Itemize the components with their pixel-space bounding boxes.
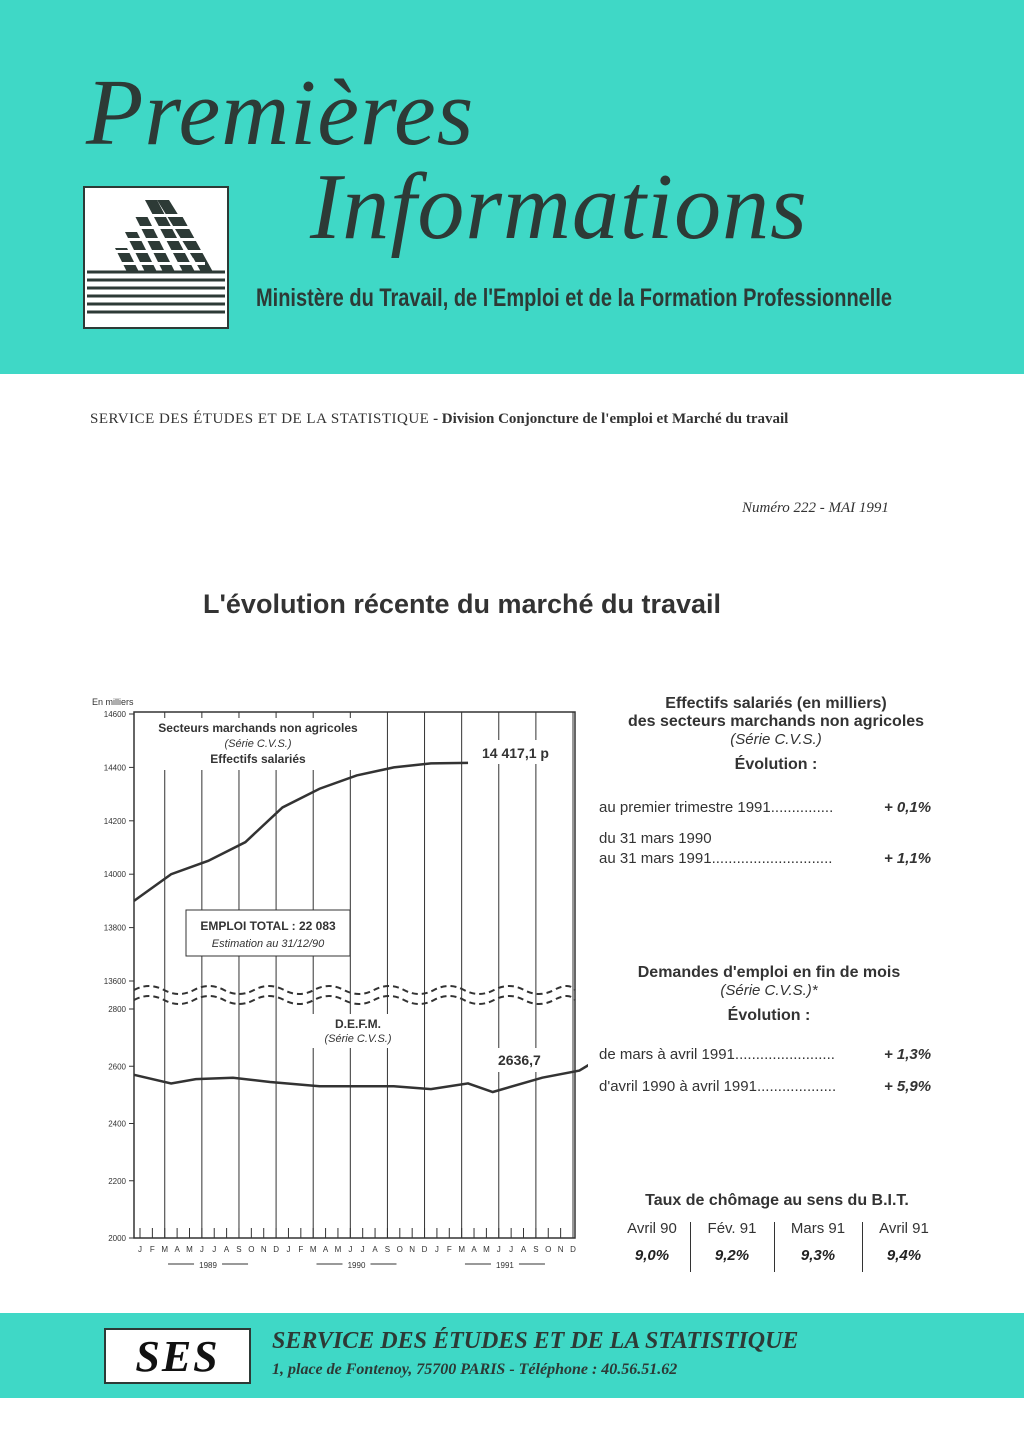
x-tick-label: M: [458, 1245, 465, 1254]
ses-logo: SES: [104, 1328, 251, 1384]
demand-heading: Demandes d'emploi en fin de mois: [637, 964, 901, 981]
x-tick-label: J: [496, 1245, 501, 1254]
y-tick-label: 14600: [103, 710, 126, 719]
x-tick-label: J: [286, 1245, 291, 1254]
demand-row2-label: d'avril 1990 à avril 1991...................: [599, 1078, 837, 1095]
x-tick-label: N: [557, 1245, 564, 1254]
x-tick-label: J: [509, 1245, 514, 1254]
x-tick-label: F: [446, 1245, 452, 1254]
title-line1: Premières: [86, 61, 475, 165]
y-tick-label: 13800: [103, 923, 126, 933]
x-tick-label: S: [236, 1245, 242, 1254]
x-tick-label: A: [223, 1245, 230, 1254]
x-tick-label: J: [199, 1245, 204, 1254]
rate-divider: [690, 1222, 691, 1272]
series2-name: D.E.F.M.: [334, 1017, 382, 1031]
rate-value: 9,0%: [634, 1247, 670, 1264]
x-tick-label: A: [322, 1245, 329, 1254]
rate-month: Avril 91: [879, 1220, 929, 1237]
employment-evolution-label: Évolution :: [734, 756, 818, 773]
chart-frame: [134, 712, 575, 1238]
chart-x-axis: [138, 1228, 576, 1270]
y-tick-label: 13600: [103, 977, 126, 986]
annotation-sub: Estimation au 31/12/90: [211, 938, 325, 950]
series1-name: Secteurs marchands non agricoles: [158, 721, 358, 735]
x-tick-label: M: [309, 1245, 317, 1254]
x-tick-label: J: [434, 1245, 439, 1254]
y-tick-label: 14000: [103, 870, 126, 880]
axis-break-lower: [134, 996, 575, 1004]
ministry-logo-graphic: [85, 188, 227, 327]
ministry-name: Ministère du Travail, de l'Emploi et de la Formation Professionnelle: [256, 284, 893, 312]
rate-divider: [862, 1222, 863, 1272]
x-tick-label: N: [260, 1245, 267, 1254]
rate-item: [692, 1220, 772, 1264]
x-tick-label: J: [212, 1245, 217, 1254]
x-tick-label: M: [186, 1245, 193, 1254]
employment-series: (Série C.V.S.): [730, 731, 822, 748]
demand-evolution-label: Évolution :: [727, 1007, 811, 1024]
employment-heading1: Effectifs salariés (en milliers): [665, 695, 887, 712]
x-tick-label: O: [248, 1245, 255, 1254]
rate-value: 9,3%: [800, 1247, 836, 1264]
x-tick-label: O: [545, 1245, 552, 1254]
labour-market-chart: [78, 692, 588, 1282]
y-tick-label: 14400: [103, 763, 126, 773]
y-tick-label: 2800: [108, 1005, 126, 1014]
x-tick-label: F: [149, 1245, 155, 1254]
unemployment-rate-heading: Taux de chômage au sens du B.I.T.: [645, 1192, 909, 1209]
employment-row1-value: + 0,1%: [884, 799, 932, 816]
chart-svg: [78, 692, 588, 1282]
rate-month: Avril 90: [627, 1220, 677, 1237]
x-tick-label: A: [174, 1245, 180, 1254]
x-year-label: 1989: [199, 1261, 217, 1270]
employment-panel: [596, 695, 956, 774]
unemployment-rate-panel: [612, 1192, 942, 1210]
x-tick-label: D: [421, 1245, 428, 1254]
employment-row2b-label: au 31 mars 1991.............................: [599, 850, 833, 867]
series-line-employment: [134, 763, 468, 901]
footer-title: SERVICE DES ÉTUDES ET DE LA STATISTIQUE: [272, 1328, 799, 1354]
chart-unit-label: En milliers: [92, 697, 134, 707]
x-tick-label: S: [533, 1245, 539, 1254]
x-tick-label: M: [161, 1245, 169, 1254]
demand-panel: [596, 964, 942, 1025]
x-tick-label: M: [483, 1245, 490, 1254]
annotation-label: EMPLOI TOTAL : 22 083: [200, 919, 336, 933]
x-tick-label: D: [273, 1245, 279, 1254]
service-name: SERVICE DES ÉTUDES ET DE LA STATISTIQUE: [90, 411, 430, 427]
series1-subtitle: (Série C.V.S.): [224, 738, 292, 750]
x-tick-label: N: [409, 1245, 416, 1254]
rate-value: 9,2%: [714, 1247, 750, 1264]
x-tick-label: J: [348, 1245, 353, 1254]
employment-row1-label: au premier trimestre 1991...............: [599, 799, 834, 816]
division-name: - Division Conjoncture de l'emploi et Marché du travail: [429, 411, 789, 427]
service-line: [90, 411, 788, 428]
rate-value: 9,4%: [886, 1247, 922, 1264]
page-title: L'évolution récente du marché du travail: [203, 589, 722, 619]
demand-series: (Série C.V.S.)*: [720, 982, 818, 999]
footer-address: 1, place de Fontenoy, 75700 PARIS - Téléphone : 40.56.51.62: [272, 1361, 678, 1378]
employment-row2a-label: du 31 mars 1990: [599, 830, 712, 847]
series2-end-label: 2636,7: [498, 1052, 541, 1068]
demand-row1-label: de mars à avril 1991........................: [599, 1046, 835, 1063]
y-tick-label: 2400: [108, 1119, 126, 1129]
series1-subtitle2: Effectifs salariés: [210, 752, 306, 766]
header-band: [0, 0, 1024, 374]
x-tick-label: A: [471, 1245, 477, 1254]
issue-number: Numéro 222 - MAI 1991: [742, 500, 889, 516]
unemployment-rate-grid: [612, 1220, 942, 1274]
x-tick-label: A: [372, 1245, 378, 1254]
x-tick-label: A: [520, 1245, 527, 1254]
y-tick-label: 2200: [108, 1176, 126, 1186]
rate-divider: [774, 1222, 775, 1272]
axis-break-upper: [134, 986, 575, 994]
demand-row1-value: + 1,3%: [884, 1046, 932, 1063]
y-tick-label: 2600: [108, 1062, 126, 1072]
employment-row2-value: + 1,1%: [884, 850, 932, 867]
rate-month: Fév. 91: [707, 1220, 757, 1237]
rate-item: [612, 1220, 692, 1264]
title-line2: Informations: [310, 155, 808, 259]
x-tick-label: J: [138, 1245, 142, 1254]
x-year-label: 1990: [347, 1261, 366, 1270]
employment-heading2: des secteurs marchands non agricoles: [627, 713, 925, 730]
x-tick-label: J: [360, 1245, 365, 1254]
chart-gridlines: [165, 712, 573, 1238]
chart-y-axis: [104, 710, 134, 1243]
y-tick-label: 2000: [108, 1234, 126, 1243]
demand-row2-value: + 5,9%: [884, 1078, 932, 1095]
x-tick-label: F: [298, 1245, 304, 1254]
x-tick-label: S: [384, 1245, 391, 1254]
x-year-label: 1991: [496, 1261, 514, 1270]
x-tick-label: M: [334, 1245, 342, 1254]
y-tick-label: 14200: [103, 816, 126, 826]
series2-subtitle: (Série C.V.S.): [324, 1033, 392, 1045]
series1-end-label: 14 417,1 p: [482, 745, 549, 761]
rate-month: Mars 91: [790, 1220, 846, 1237]
rate-item: [864, 1220, 944, 1264]
rate-item: [778, 1220, 858, 1264]
ministry-logo-icon: [83, 186, 229, 329]
x-tick-label: D: [570, 1245, 576, 1254]
x-tick-label: O: [396, 1245, 403, 1254]
